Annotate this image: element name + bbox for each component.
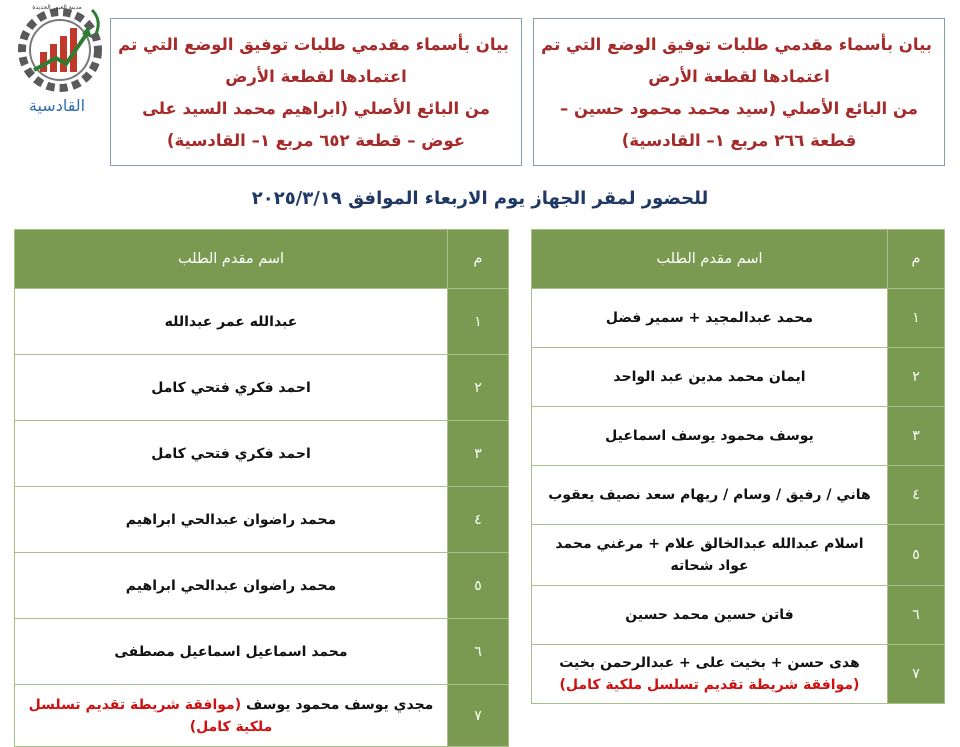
notice-line: بيان بأسماء مقدمي طلبات توفيق الوضع التي تم [541,35,932,54]
applicant-name: محمد راضوان عبدالحي ابراهيم [15,553,448,619]
notice-box-right [533,18,945,166]
row-number: ١ [448,289,509,355]
applicant-name: محمد اسماعيل اسماعيل مصطفى [15,619,448,685]
row-number: ٣ [448,421,509,487]
approval-condition-note: (موافقة شريطة تقديم تسلسل ملكية كامل) [559,677,860,693]
row-number: ٥ [448,553,509,619]
notice-line: قطعة ٢٦٦ مربع ١– القادسية) [621,131,857,150]
table-row [15,487,509,553]
table-row [532,289,945,348]
applicant-name: هاني / رفيق / وسام / ريهام سعد نصيف يعقوب [532,466,888,525]
header-number: م [888,230,945,289]
attendance-date-line: للحضور لمقر الجهاز يوم الاربعاء الموافق ٢٠٢٥/٣/١٩ [251,188,709,209]
applicant-name: مجدي يوسف محمود يوسف [246,696,434,713]
applicant-name: احمد فكري فتحي كامل [15,421,448,487]
applicant-name: اسلام عبدالله عبدالخالق علام + مرغني محمد عواد شحاته [532,525,888,586]
notice-line: بيان بأسماء مقدمي طلبات توفيق الوضع التي تم [118,35,509,54]
table-row [532,525,945,586]
applicant-name: يوسف محمود يوسف اسماعيل [532,407,888,466]
notice-line: اعتمادها لقطعة الأرض [225,67,407,86]
applicant-name: هدى حسن + بخيت على + عبدالرحمن بخيت [559,655,860,671]
applicant-name: محمد راضوان عبدالحي ابراهيم [15,487,448,553]
header-number: م [448,230,509,289]
logo-gear-icon [10,4,104,104]
applicant-name: محمد عبدالمجيد + سمير فضل [532,289,888,348]
table-row [532,466,945,525]
header-applicant-name: اسم مقدم الطلب [15,230,448,289]
table-row [15,355,509,421]
applicant-name: فاتن حسين محمد حسين [532,586,888,645]
table-row [532,348,945,407]
applicant-name-with-note [532,645,888,704]
row-number: ٢ [888,348,945,407]
row-number: ٧ [888,645,945,704]
row-number: ٦ [448,619,509,685]
notice-line: اعتمادها لقطعة الأرض [648,67,830,86]
approval-condition-note: (موافقة شريطة تقديم تسلسل ملكية كامل) [28,696,273,735]
table-row [532,407,945,466]
row-number: ٧ [448,685,509,747]
applicants-table-left [14,229,509,747]
notice-line: من البائع الأصلي (سيد محمد محمود حسين – [559,99,919,118]
row-number: ٣ [888,407,945,466]
row-number: ١ [888,289,945,348]
applicant-name: ايمان محمد مدين عبد الواحد [532,348,888,407]
applicants-table-right [531,229,945,704]
table-row [15,289,509,355]
table-row [532,645,945,704]
row-number: ٦ [888,586,945,645]
row-number: ٥ [888,525,945,586]
table-row [15,619,509,685]
table-header-row [532,230,945,289]
notice-box-left [110,18,522,166]
notice-line: من البائع الأصلي (ابراهيم محمد السيد على [142,99,490,118]
header-applicant-name: اسم مقدم الطلب [532,230,888,289]
applicant-name: احمد فكري فتحي كامل [15,355,448,421]
row-number: ٢ [448,355,509,421]
applicant-name: عبدالله عمر عبدالله [15,289,448,355]
table-header-row [15,230,509,289]
logo-arc-text: مدينة العبور الجديدة [32,4,82,11]
row-number: ٤ [448,487,509,553]
table-row [532,586,945,645]
table-row [15,685,509,747]
applicant-name-with-note [15,685,448,747]
table-row [15,553,509,619]
notice-line: عوض – قطعة ٦٥٢ مربع ١– القادسية) [166,131,466,150]
table-row [15,421,509,487]
row-number: ٤ [888,466,945,525]
logo-caption: القادسية [28,96,86,115]
